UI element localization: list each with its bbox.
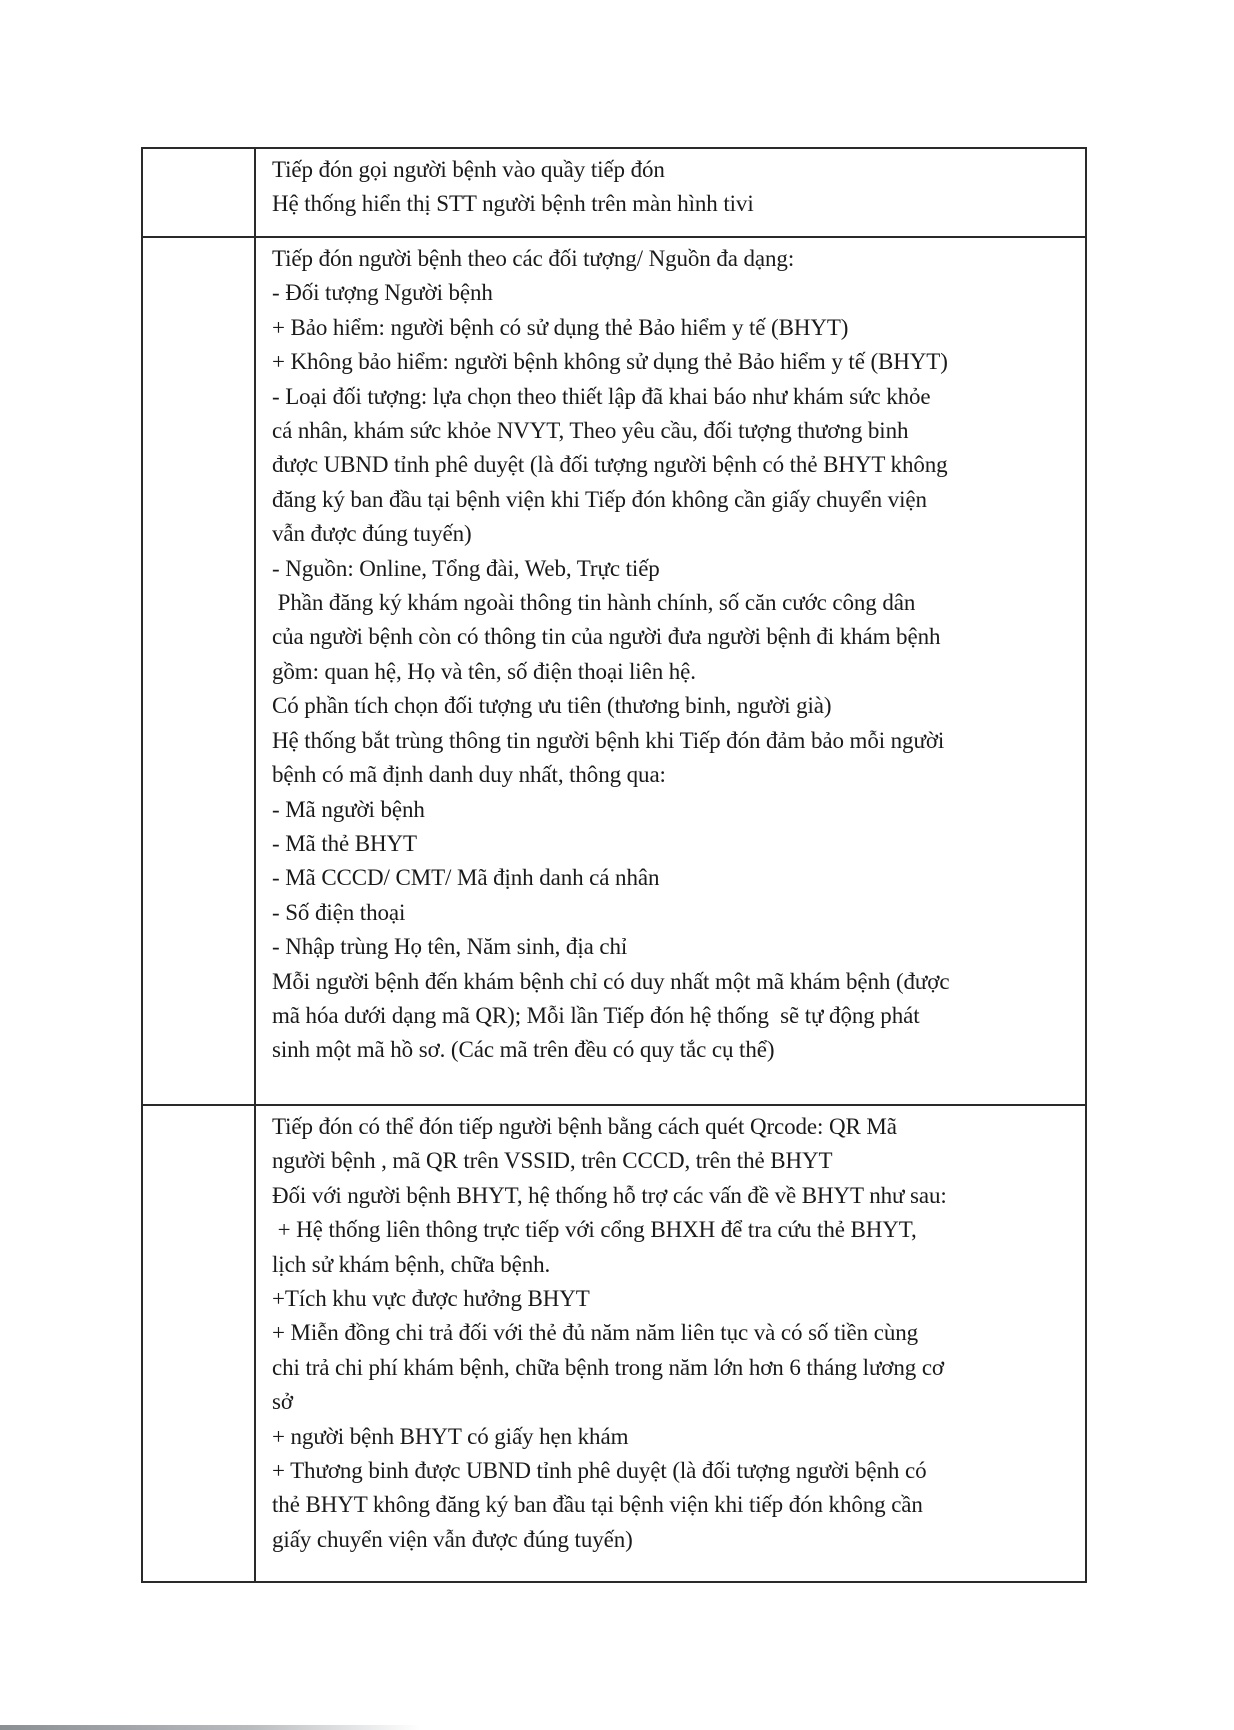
content-line: + Miễn đồng chi trả đối với thẻ đủ năm năm liên tục và có số tiền cùng [272,1320,919,1346]
content-line: - Mã CCCD/ CMT/ Mã định danh cá nhân [272,865,660,891]
content-line: Đối với người bệnh BHYT, hệ thống hỗ trợ các vấn đề về BHYT như sau: [272,1182,947,1208]
row-number-cell [142,237,255,1105]
content-line: - Mã người bệnh [272,796,425,822]
row-content-cell [255,237,1086,1105]
content-line: cá nhân, khám sức khỏe NVYT, Theo yêu cầu, đối tượng thương binh [272,418,909,444]
content-line: thẻ BHYT không đăng ký ban đầu tại bệnh viện khi tiếp đón không cần [272,1492,923,1518]
table-row [142,148,1086,237]
content-line: Hệ thống hiển thị STT người bệnh trên màn hình tivi [272,191,754,217]
content-line: - Loại đối tượng: lựa chọn theo thiết lập đã khai báo như khám sức khỏe [272,383,931,409]
table-row [142,237,1086,1105]
content-line: gồm: quan hệ, Họ và tên, số điện thoại liên hệ. [272,658,696,684]
content-line: đăng ký ban đầu tại bệnh viện khi Tiếp đón không cần giấy chuyển viện [272,486,927,512]
content-line: được UBND tỉnh phê duyệt (là đối tượng người bệnh có thẻ BHYT không [272,452,948,478]
content-line: giấy chuyển viện vẫn được đúng tuyến) [272,1526,633,1552]
row-content-cell [255,148,1086,237]
content-line: +Tích khu vực được hưởng BHYT [272,1286,590,1312]
content-line: + người bệnh BHYT có giấy hẹn khám [272,1423,629,1449]
content-line: + Hệ thống liên thông trực tiếp với cổng BHXH để tra cứu thẻ BHYT, [272,1217,917,1243]
content-line: Hệ thống bắt trùng thông tin người bệnh khi Tiếp đón đảm bảo mỗi người [272,727,945,753]
row-number-cell [142,148,255,237]
content-line: - Nhập trùng Họ tên, Năm sinh, địa chỉ [272,934,628,960]
row-number-cell [142,1105,255,1582]
requirements-table [141,147,1087,1583]
content-line: sở [272,1389,293,1415]
content-line: Phần đăng ký khám ngoài thông tin hành chính, số căn cước công dân [272,590,916,616]
content-line: bệnh có mã định danh duy nhất, thông qua: [272,762,666,788]
content-line: - Số điện thoại [272,899,406,925]
content-line: mã hóa dưới dạng mã QR); Mỗi lần Tiếp đón hệ thống sẽ tự động phát [272,1002,920,1028]
scan-edge-shadow [0,1725,420,1730]
content-line: Tiếp đón người bệnh theo các đối tượng/ Nguồn đa dạng: [272,246,795,271]
content-line: lịch sử khám bệnh, chữa bệnh. [272,1251,551,1277]
content-line: chi trả chi phí khám bệnh, chữa bệnh trong năm lớn hơn 6 tháng lương cơ [272,1354,944,1380]
content-line: vẫn được đúng tuyến) [272,521,472,547]
content-line: sinh một mã hồ sơ. (Các mã trên đều có quy tắc cụ thể) [272,1037,775,1063]
content-line: Tiếp đón gọi người bệnh vào quầy tiếp đón [272,157,665,182]
table-row [142,1105,1086,1582]
content-line: Tiếp đón có thể đón tiếp người bệnh bằng cách quét Qrcode: QR Mã [272,1114,897,1139]
content-line: + Bảo hiểm: người bệnh có sử dụng thẻ Bảo hiểm y tế (BHYT) [272,314,849,340]
content-line: người bệnh , mã QR trên VSSID, trên CCCD, trên thẻ BHYT [272,1148,833,1174]
content-line: + Thương binh được UBND tỉnh phê duyệt (là đối tượng người bệnh có [272,1458,927,1484]
content-line: + Không bảo hiểm: người bệnh không sử dụng thẻ Bảo hiểm y tế (BHYT) [272,349,948,375]
content-line: - Mã thẻ BHYT [272,830,417,856]
row-content-cell [255,1105,1086,1582]
content-line: - Đối tượng Người bệnh [272,280,493,306]
content-line: của người bệnh còn có thông tin của người đưa người bệnh đi khám bệnh [272,624,941,650]
content-line: Có phần tích chọn đối tượng ưu tiên (thương binh, người già) [272,693,832,719]
table-body [142,148,1086,1582]
content-line: Mỗi người bệnh đến khám bệnh chỉ có duy nhất một mã khám bệnh (được [272,968,950,994]
content-line: - Nguồn: Online, Tổng đài, Web, Trực tiếp [272,555,660,581]
